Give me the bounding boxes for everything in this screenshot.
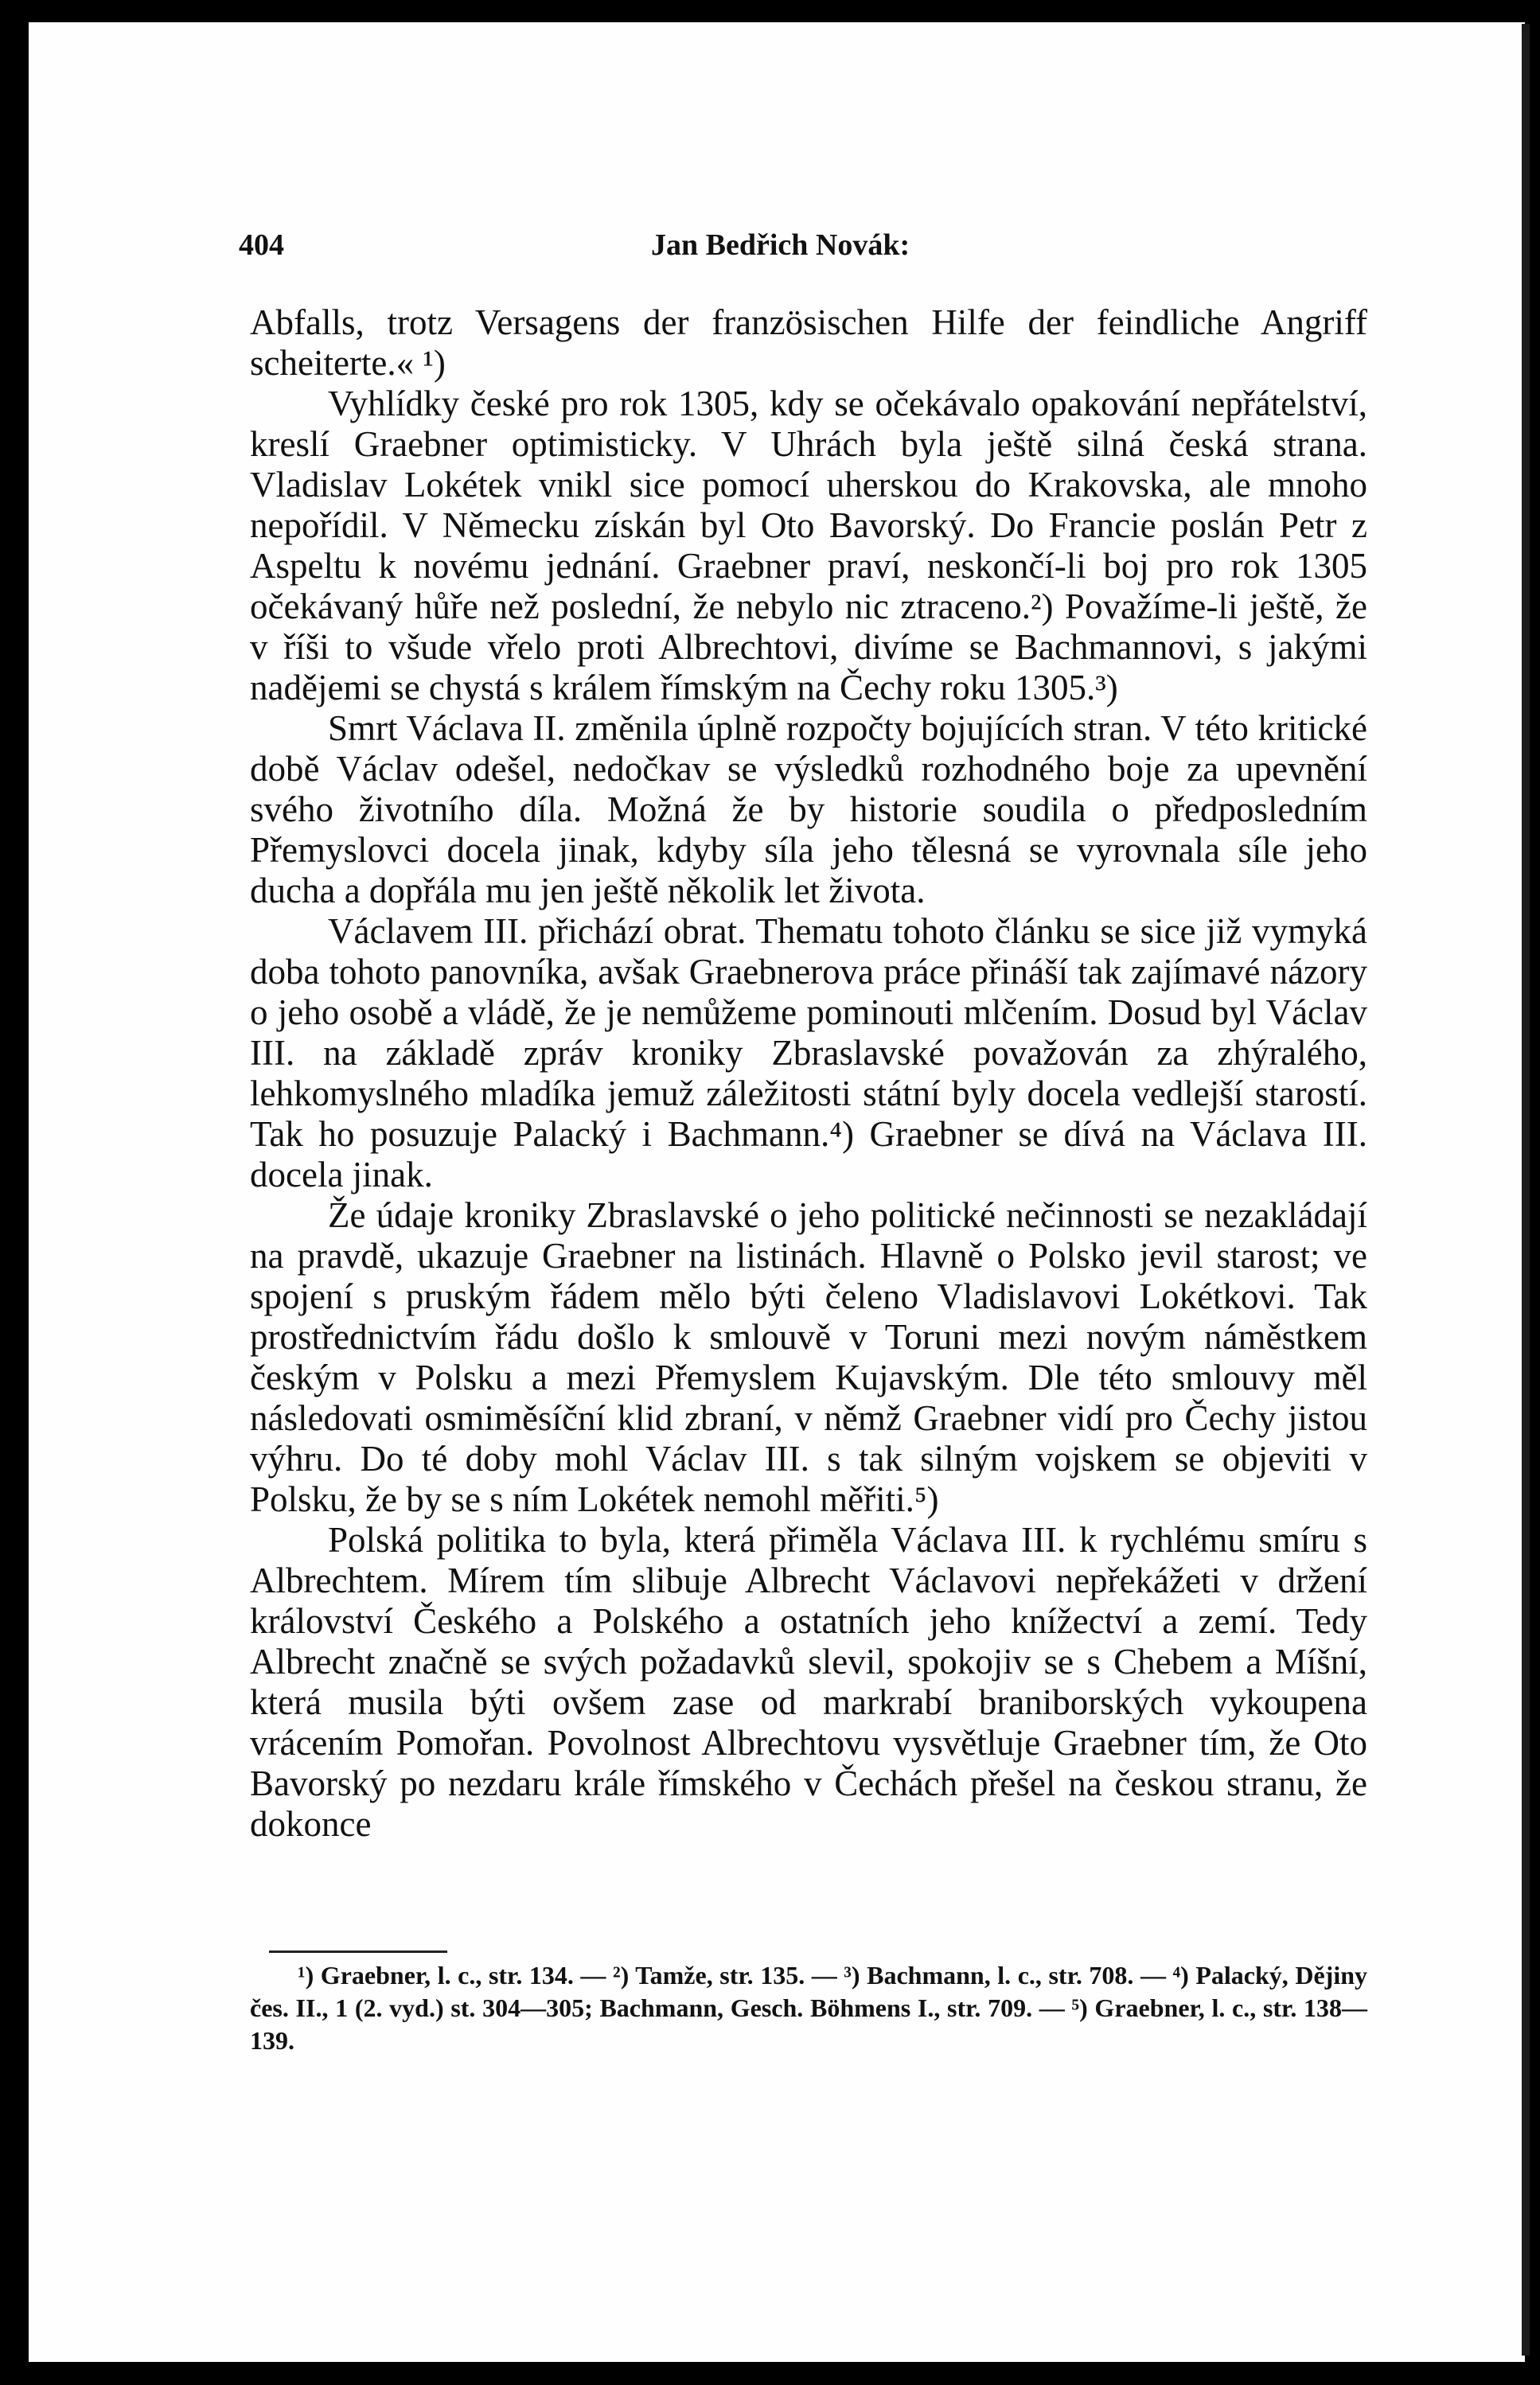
paragraph-6: Polská politika to byla, která přiměla Václava III. k rychlému smíru s Albrechtem. Mírem tím slibuje Albrecht Václavovi nepřekážeti v držení království Českého a Polského a ostatních jeho knížectví a zemí. Tedy Albrecht značně se svých požadavků slevil, spokojiv se s Chebem a Míšní, která musila býti ovšem zase od markrabí braniborských vykoupena vrácením Pomořan. Povolnost Albrechtovu vysvětluje Graebner tím, že Oto Bavorský po nezdaru krále římského v Čechách přešel na českou stranu, že dokonce (250, 1520, 1367, 1844)
footnotes (250, 1959, 1367, 2057)
page-number: 404 (239, 228, 284, 262)
paragraph-3: Smrt Václava II. změnila úplně rozpočty bojujících stran. V této kritické době Václav odešel, nedočkav se výsledků rozhodného boje za upevnění svého životního díla. Možná že by historie soudila o předposledním Přemyslovci docela jinak, kdyby síla jeho tělesná se vyrovnala síle jeho ducha a dopřála mu jen ještě několik let života. (250, 708, 1367, 910)
paragraph-5: Že údaje kroniky Zbraslavské o jeho politické nečinnosti se nezakládají na pravdě, ukazuje Graebner na listinách. Hlavně o Polsko jevil starost; ve spojení s pruským řádem mělo býti čeleno Vladislavovi Lokétkovi. Tak prostřednictvím řádu došlo k smlouvě v Toruni mezi novým náměstkem českým v Polsku a mezi Přemyslem Kujavským. Dle této smlouvy měl následovati osmiměsíční klid zbraní, v němž Graebner vidí pro Čechy jistou výhru. Do té doby mohl Václav III. s tak silným vojskem se objeviti v Polsku, že by se s ním Lokétek nemohl měřiti.⁵) (250, 1195, 1367, 1519)
paragraph-1: Abfalls, trotz Versagens der französischen Hilfe der feindliche Angriff scheiterte.« ¹) (250, 302, 1367, 383)
paragraph-4: Václavem III. přichází obrat. Thematu tohoto článku se sice již vymyká doba tohoto panovníka, avšak Graebnerova práce přináší tak zajímavé názory o jeho osobě a vládě, že je nemůžeme pominouti mlčením. Dosud byl Václav III. na základě zpráv kroniky Zbraslavské považován za zhýralého, lehkomyslného mladíka jemuž záležitosti státní byly docela vedlejší starostí. Tak ho posuzuje Palacký i Bachmann.⁴) Graebner se dívá na Václava III. docela jinak. (250, 911, 1367, 1194)
footnote-divider (269, 1950, 447, 1953)
paragraph-2: Vyhlídky české pro rok 1305, kdy se očekávalo opakování nepřátelství, kreslí Graebner optimisticky. V Uhrách byla ještě silná česká strana. Vladislav Lokétek vnikl sice pomocí uherskou do Krakovska, ale mnoho nepořídil. V Německu získán byl Oto Bavorský. Do Francie poslán Petr z Aspeltu k novému jednání. Graebner praví, neskončí-li boj pro rok 1305 očekávaný hůře než poslední, že nebylo nic ztraceno.²) Považíme-li ještě, že v říši to všude vřelo proti Albrechtovi, divíme se Bachmannovi, s jakými nadějemi se chystá s králem římským na Čechy roku 1305.³) (250, 384, 1367, 707)
body-text (250, 302, 1367, 1845)
page-edge (1522, 24, 1530, 2356)
footnote-text: ¹) Graebner, l. c., str. 134. — ²) Tamže, str. 135. — ³) Bachmann, l. c., str. 708. — ⁴) Palacký, Dějiny čes. II., 1 (2. vyd.) st. 304—305; Bachmann, Gesch. Böhmens I., str. 709. — ⁵) Graebner, l. c., str. 138—139. (250, 1961, 1367, 2055)
running-head-title: Jan Bedřich Novák: (651, 228, 910, 262)
